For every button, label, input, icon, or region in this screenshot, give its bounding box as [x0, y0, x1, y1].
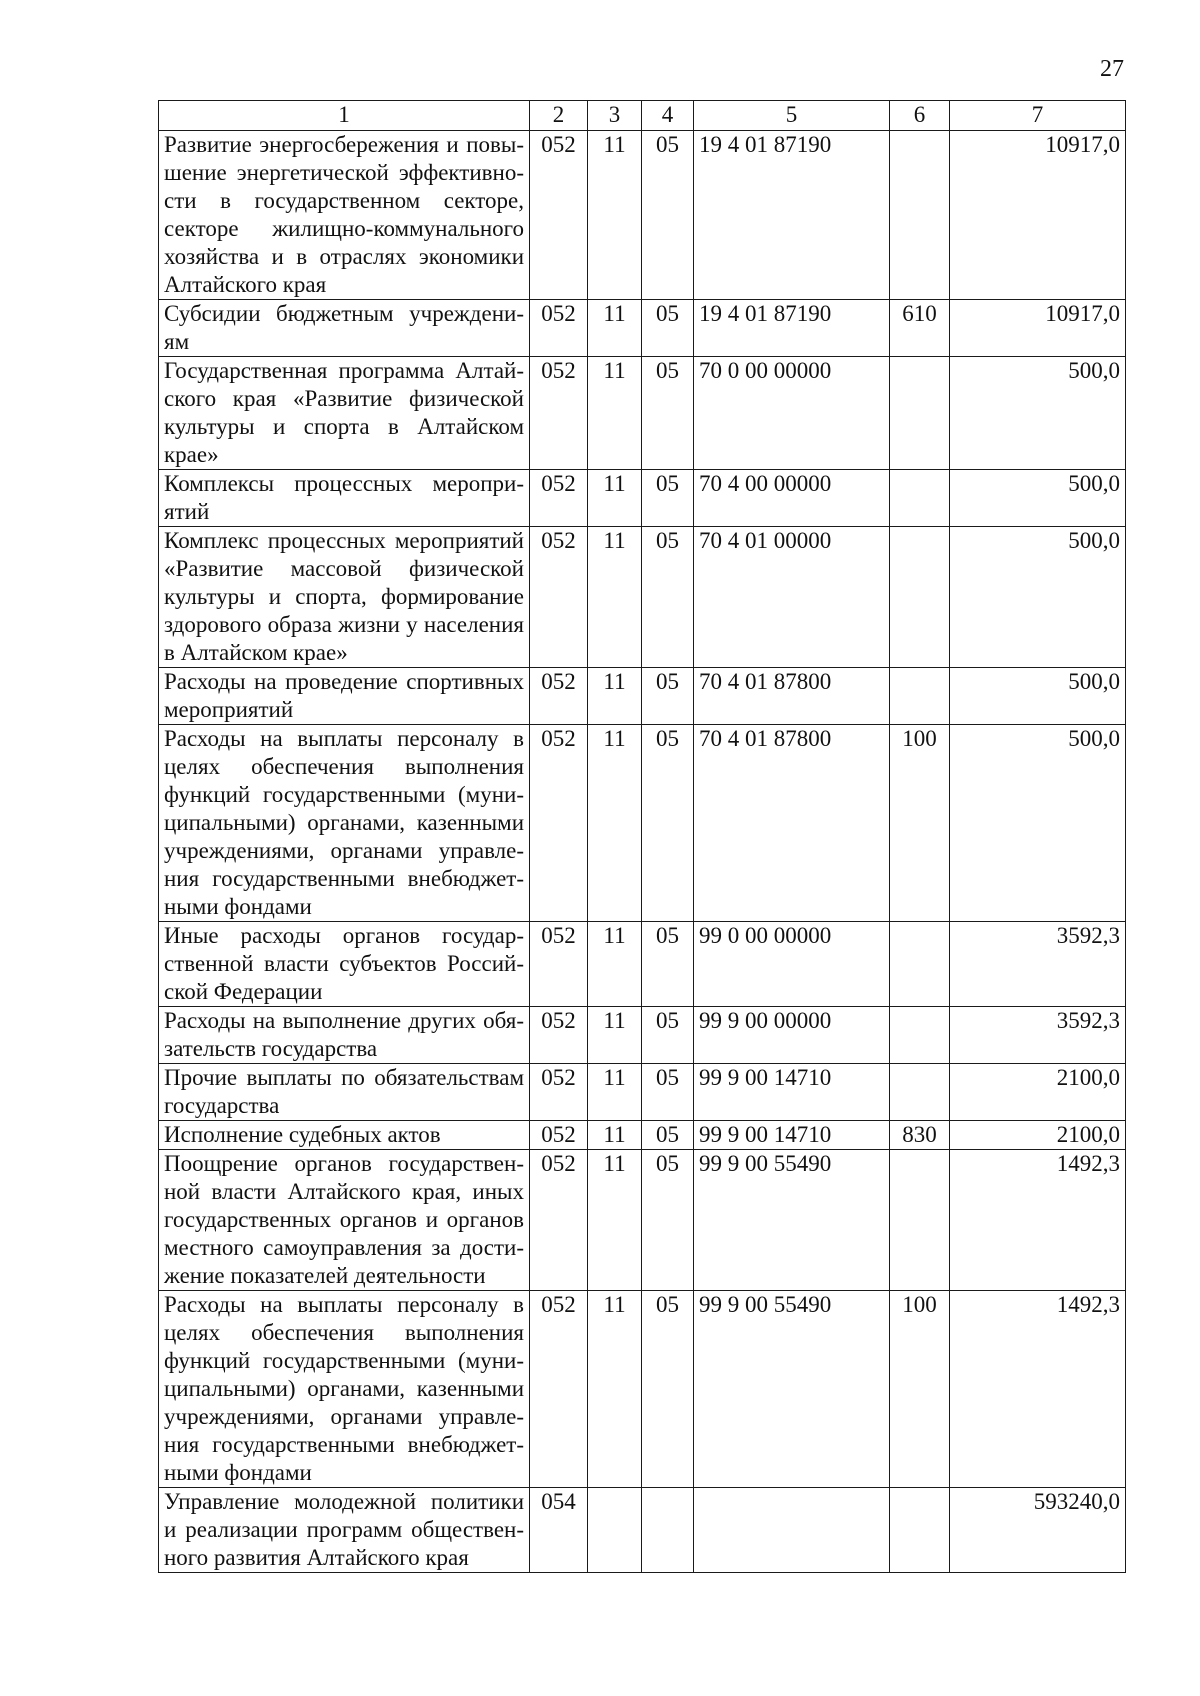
table-row [159, 1121, 1126, 1150]
subsection-code-cell: 05 [642, 922, 694, 1007]
expense-name-cell: Прочие выплаты по обязательствам государства [159, 1064, 530, 1121]
amount-cell: 500,0 [950, 527, 1126, 668]
amount-cell: 2100,0 [950, 1121, 1126, 1150]
expense-type-cell [890, 668, 950, 725]
table-row [159, 1150, 1126, 1291]
ministry-code-cell: 052 [530, 1007, 588, 1064]
ministry-code-cell: 052 [530, 357, 588, 470]
section-code-cell: 11 [588, 1064, 642, 1121]
section-code-cell: 11 [588, 357, 642, 470]
section-code-cell: 11 [588, 1007, 642, 1064]
expense-type-cell: 830 [890, 1121, 950, 1150]
target-article-cell: 70 4 01 87800 [694, 725, 890, 922]
ministry-code-cell: 052 [530, 1121, 588, 1150]
target-article-cell: 99 9 00 00000 [694, 1007, 890, 1064]
table-row [159, 668, 1126, 725]
amount-cell: 593240,0 [950, 1488, 1126, 1573]
expense-name-cell: Расходы на проведение спортивных мероприятий [159, 668, 530, 725]
target-article-cell [694, 1488, 890, 1573]
subsection-code-cell: 05 [642, 1064, 694, 1121]
target-article-cell: 70 4 01 87800 [694, 668, 890, 725]
amount-cell: 1492,3 [950, 1291, 1126, 1488]
expense-name-cell: Комплексы процессных меропри-ятий [159, 470, 530, 527]
ministry-code-cell: 054 [530, 1488, 588, 1573]
amount-cell: 500,0 [950, 470, 1126, 527]
subsection-code-cell: 05 [642, 725, 694, 922]
table-row [159, 725, 1126, 922]
column-header-5: 5 [694, 101, 890, 131]
section-code-cell: 11 [588, 1291, 642, 1488]
ministry-code-cell: 052 [530, 668, 588, 725]
ministry-code-cell: 052 [530, 527, 588, 668]
expense-name-cell: Расходы на выплаты персоналу в целях обеспечения выполнения функций государственными (муни-ципальными) органами, казенными учреждениями, органами управле-ния государственными внебюджет-ными фондами [159, 1291, 530, 1488]
subsection-code-cell: 05 [642, 1121, 694, 1150]
expense-type-cell: 100 [890, 1291, 950, 1488]
ministry-code-cell: 052 [530, 922, 588, 1007]
subsection-code-cell: 05 [642, 300, 694, 357]
expense-type-cell [890, 131, 950, 300]
column-header-4: 4 [642, 101, 694, 131]
column-header-1: 1 [159, 101, 530, 131]
budget-table [158, 100, 1126, 1573]
amount-cell: 3592,3 [950, 922, 1126, 1007]
expense-name-cell: Государственная программа Алтай-ского края «Развитие физической культуры и спорта в Алтайском крае» [159, 357, 530, 470]
subsection-code-cell [642, 1488, 694, 1573]
section-code-cell [588, 1488, 642, 1573]
section-code-cell: 11 [588, 922, 642, 1007]
table-row [159, 300, 1126, 357]
target-article-cell: 70 4 01 00000 [694, 527, 890, 668]
table-row [159, 131, 1126, 300]
section-code-cell: 11 [588, 1121, 642, 1150]
target-article-cell: 70 0 00 00000 [694, 357, 890, 470]
expense-type-cell [890, 1150, 950, 1291]
table-row [159, 1064, 1126, 1121]
amount-cell: 1492,3 [950, 1150, 1126, 1291]
table-row [159, 922, 1126, 1007]
expense-name-cell: Развитие энергосбережения и повы-шение энергетической эффективно-сти в государственном секторе, секторе жилищно-коммунального хозяйства и в отраслях экономики Алтайского края [159, 131, 530, 300]
expense-name-cell: Иные расходы органов государ-ственной власти субъектов Россий-ской Федерации [159, 922, 530, 1007]
expense-type-cell [890, 1007, 950, 1064]
section-code-cell: 11 [588, 470, 642, 527]
table-row [159, 470, 1126, 527]
page-number: 27 [1100, 56, 1124, 82]
expense-type-cell [890, 922, 950, 1007]
ministry-code-cell: 052 [530, 1150, 588, 1291]
subsection-code-cell: 05 [642, 527, 694, 668]
target-article-cell: 19 4 01 87190 [694, 131, 890, 300]
subsection-code-cell: 05 [642, 357, 694, 470]
table-row [159, 527, 1126, 668]
subsection-code-cell: 05 [642, 1007, 694, 1064]
ministry-code-cell: 052 [530, 725, 588, 922]
column-header-3: 3 [588, 101, 642, 131]
ministry-code-cell: 052 [530, 300, 588, 357]
expense-name-cell: Поощрение органов государствен-ной власти Алтайского края, иных государственных органов и органов местного самоуправления за дости-жение показателей деятельности [159, 1150, 530, 1291]
expense-type-cell [890, 527, 950, 668]
expense-name-cell: Расходы на выплаты персоналу в целях обеспечения выполнения функций государственными (муни-ципальными) органами, казенными учреждениями, органами управле-ния государственными внебюджет-ными фондами [159, 725, 530, 922]
expense-name-cell: Исполнение судебных актов [159, 1121, 530, 1150]
table-row [159, 1488, 1126, 1573]
ministry-code-cell: 052 [530, 1291, 588, 1488]
subsection-code-cell: 05 [642, 470, 694, 527]
subsection-code-cell: 05 [642, 1291, 694, 1488]
amount-cell: 500,0 [950, 668, 1126, 725]
target-article-cell: 99 9 00 55490 [694, 1150, 890, 1291]
target-article-cell: 99 9 00 14710 [694, 1121, 890, 1150]
target-article-cell: 70 4 00 00000 [694, 470, 890, 527]
table-body [159, 131, 1126, 1573]
target-article-cell: 99 0 00 00000 [694, 922, 890, 1007]
expense-type-cell: 610 [890, 300, 950, 357]
subsection-code-cell: 05 [642, 131, 694, 300]
ministry-code-cell: 052 [530, 1064, 588, 1121]
amount-cell: 10917,0 [950, 131, 1126, 300]
header-row [159, 101, 1126, 131]
amount-cell: 500,0 [950, 725, 1126, 922]
expense-type-cell [890, 357, 950, 470]
amount-cell: 3592,3 [950, 1007, 1126, 1064]
section-code-cell: 11 [588, 131, 642, 300]
expense-type-cell [890, 1488, 950, 1573]
ministry-code-cell: 052 [530, 131, 588, 300]
expense-name-cell: Комплекс процессных мероприятий «Развитие массовой физической культуры и спорта, формирование здорового образа жизни у населения в Алтайском крае» [159, 527, 530, 668]
table-row [159, 1007, 1126, 1064]
expense-name-cell: Управление молодежной политики и реализации программ обществен-ного развития Алтайского края [159, 1488, 530, 1573]
section-code-cell: 11 [588, 668, 642, 725]
section-code-cell: 11 [588, 300, 642, 357]
subsection-code-cell: 05 [642, 1150, 694, 1291]
section-code-cell: 11 [588, 527, 642, 668]
amount-cell: 10917,0 [950, 300, 1126, 357]
expense-name-cell: Расходы на выполнение других обя-зательств государства [159, 1007, 530, 1064]
column-header-7: 7 [950, 101, 1126, 131]
amount-cell: 500,0 [950, 357, 1126, 470]
expense-type-cell [890, 470, 950, 527]
expense-name-cell: Субсидии бюджетным учреждени-ям [159, 300, 530, 357]
column-header-6: 6 [890, 101, 950, 131]
expense-type-cell [890, 1064, 950, 1121]
amount-cell: 2100,0 [950, 1064, 1126, 1121]
table-row [159, 357, 1126, 470]
table-row [159, 1291, 1126, 1488]
section-code-cell: 11 [588, 725, 642, 922]
target-article-cell: 19 4 01 87190 [694, 300, 890, 357]
ministry-code-cell: 052 [530, 470, 588, 527]
target-article-cell: 99 9 00 14710 [694, 1064, 890, 1121]
subsection-code-cell: 05 [642, 668, 694, 725]
expense-type-cell: 100 [890, 725, 950, 922]
target-article-cell: 99 9 00 55490 [694, 1291, 890, 1488]
section-code-cell: 11 [588, 1150, 642, 1291]
column-header-2: 2 [530, 101, 588, 131]
